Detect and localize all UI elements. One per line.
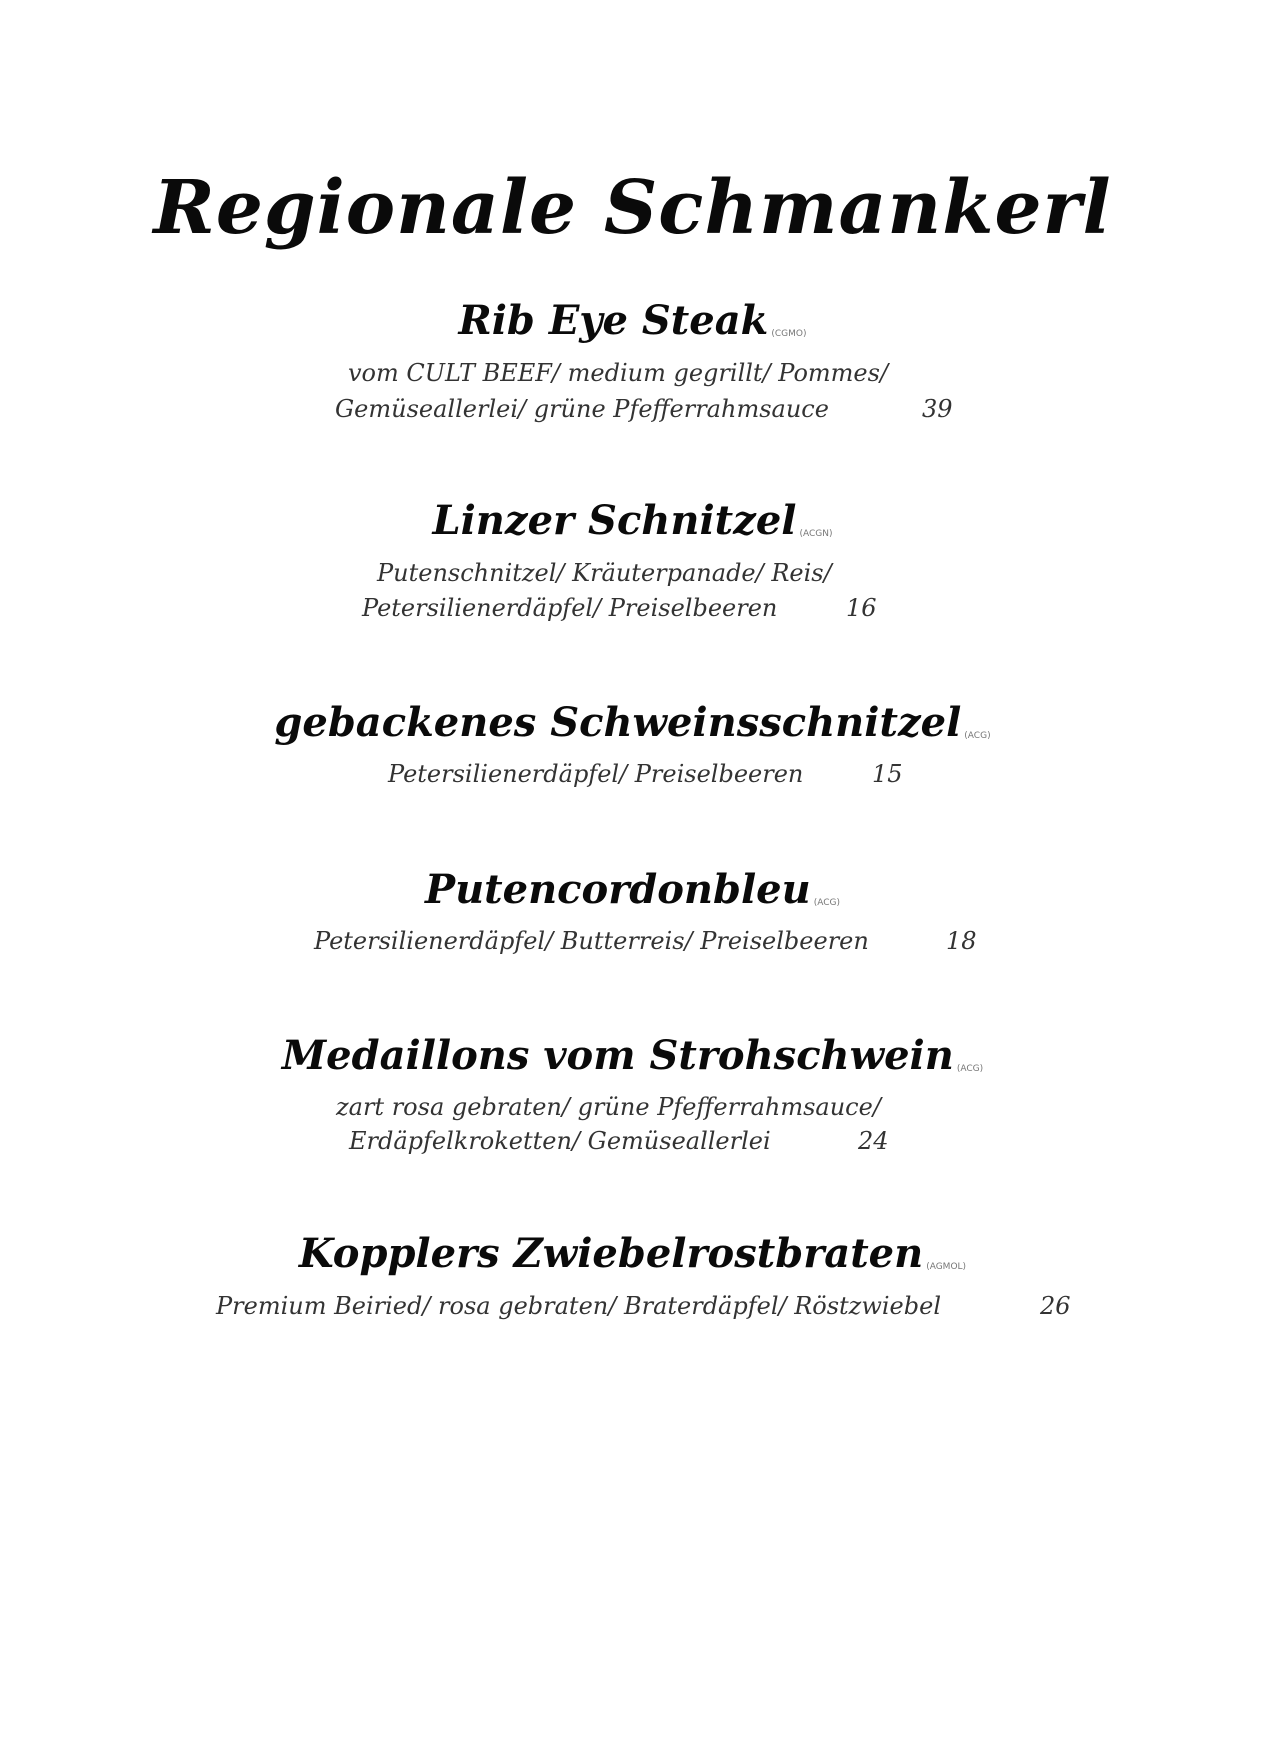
dish-name: Linzer Schnitzel <box>432 497 797 544</box>
allergen-codes: (CGMO) <box>771 329 807 339</box>
menu-item-putencordonbleu <box>0 867 1265 913</box>
allergen-codes: (ACGN) <box>799 529 833 539</box>
menu-item-rib-eye-steak <box>0 298 1265 344</box>
dish-description-line: Premium Beiried/ rosa gebraten/ Braterdäpfel/ Röstzwiebel <box>216 1292 941 1320</box>
dish-name: Kopplers Zwiebelrostbraten <box>298 1230 924 1277</box>
allergen-codes: (ACG) <box>956 1064 984 1074</box>
dish-price: 26 <box>1040 1292 1071 1320</box>
dish-description-line: Putenschnitzel/ Kräuterpanade/ Reis/ <box>377 559 832 587</box>
dish-name: gebackenes Schweinsschnitzel <box>274 699 962 746</box>
menu-item-medaillons-vom-strohschwein <box>0 1033 1265 1079</box>
dish-price: 15 <box>872 760 903 788</box>
allergen-codes: (AGMOL) <box>926 1262 967 1272</box>
menu-item-linzer-schnitzel <box>0 498 1265 544</box>
menu-item-kopplers-zwiebelrostbraten <box>0 1231 1265 1277</box>
page-title: Regionale Schmankerl <box>153 164 1112 251</box>
dish-name: Medaillons vom Strohschwein <box>281 1032 954 1079</box>
dish-description-line: Petersilienerdäpfel/ Preiselbeeren <box>388 760 804 788</box>
dish-description-line: Petersilienerdäpfel/ Butterreis/ Preiselbeeren <box>314 927 869 955</box>
dish-name: Rib Eye Steak <box>458 297 769 344</box>
dish-description-line: zart rosa gebraten/ grüne Pfefferrahmsauce/ <box>336 1093 881 1121</box>
dish-description-line: Petersilienerdäpfel/ Preiselbeeren <box>362 594 778 622</box>
dish-description-line: vom CULT BEEF/ medium gegrillt/ Pommes/ <box>348 359 889 387</box>
dish-price: 16 <box>846 594 877 622</box>
dish-description-line: Gemüseallerlei/ grüne Pfefferrahmsauce <box>335 395 829 423</box>
dish-price: 39 <box>922 395 953 423</box>
dish-name: Putencordonbleu <box>425 866 811 913</box>
allergen-codes: (ACG) <box>964 731 991 741</box>
allergen-codes: (ACG) <box>813 898 840 908</box>
dish-price: 18 <box>946 927 977 955</box>
menu-item-gebackenes-schweinsschnitzel <box>0 700 1265 746</box>
dish-description-line: Erdäpfelkroketten/ Gemüseallerlei <box>349 1127 771 1155</box>
dish-price: 24 <box>858 1127 889 1155</box>
